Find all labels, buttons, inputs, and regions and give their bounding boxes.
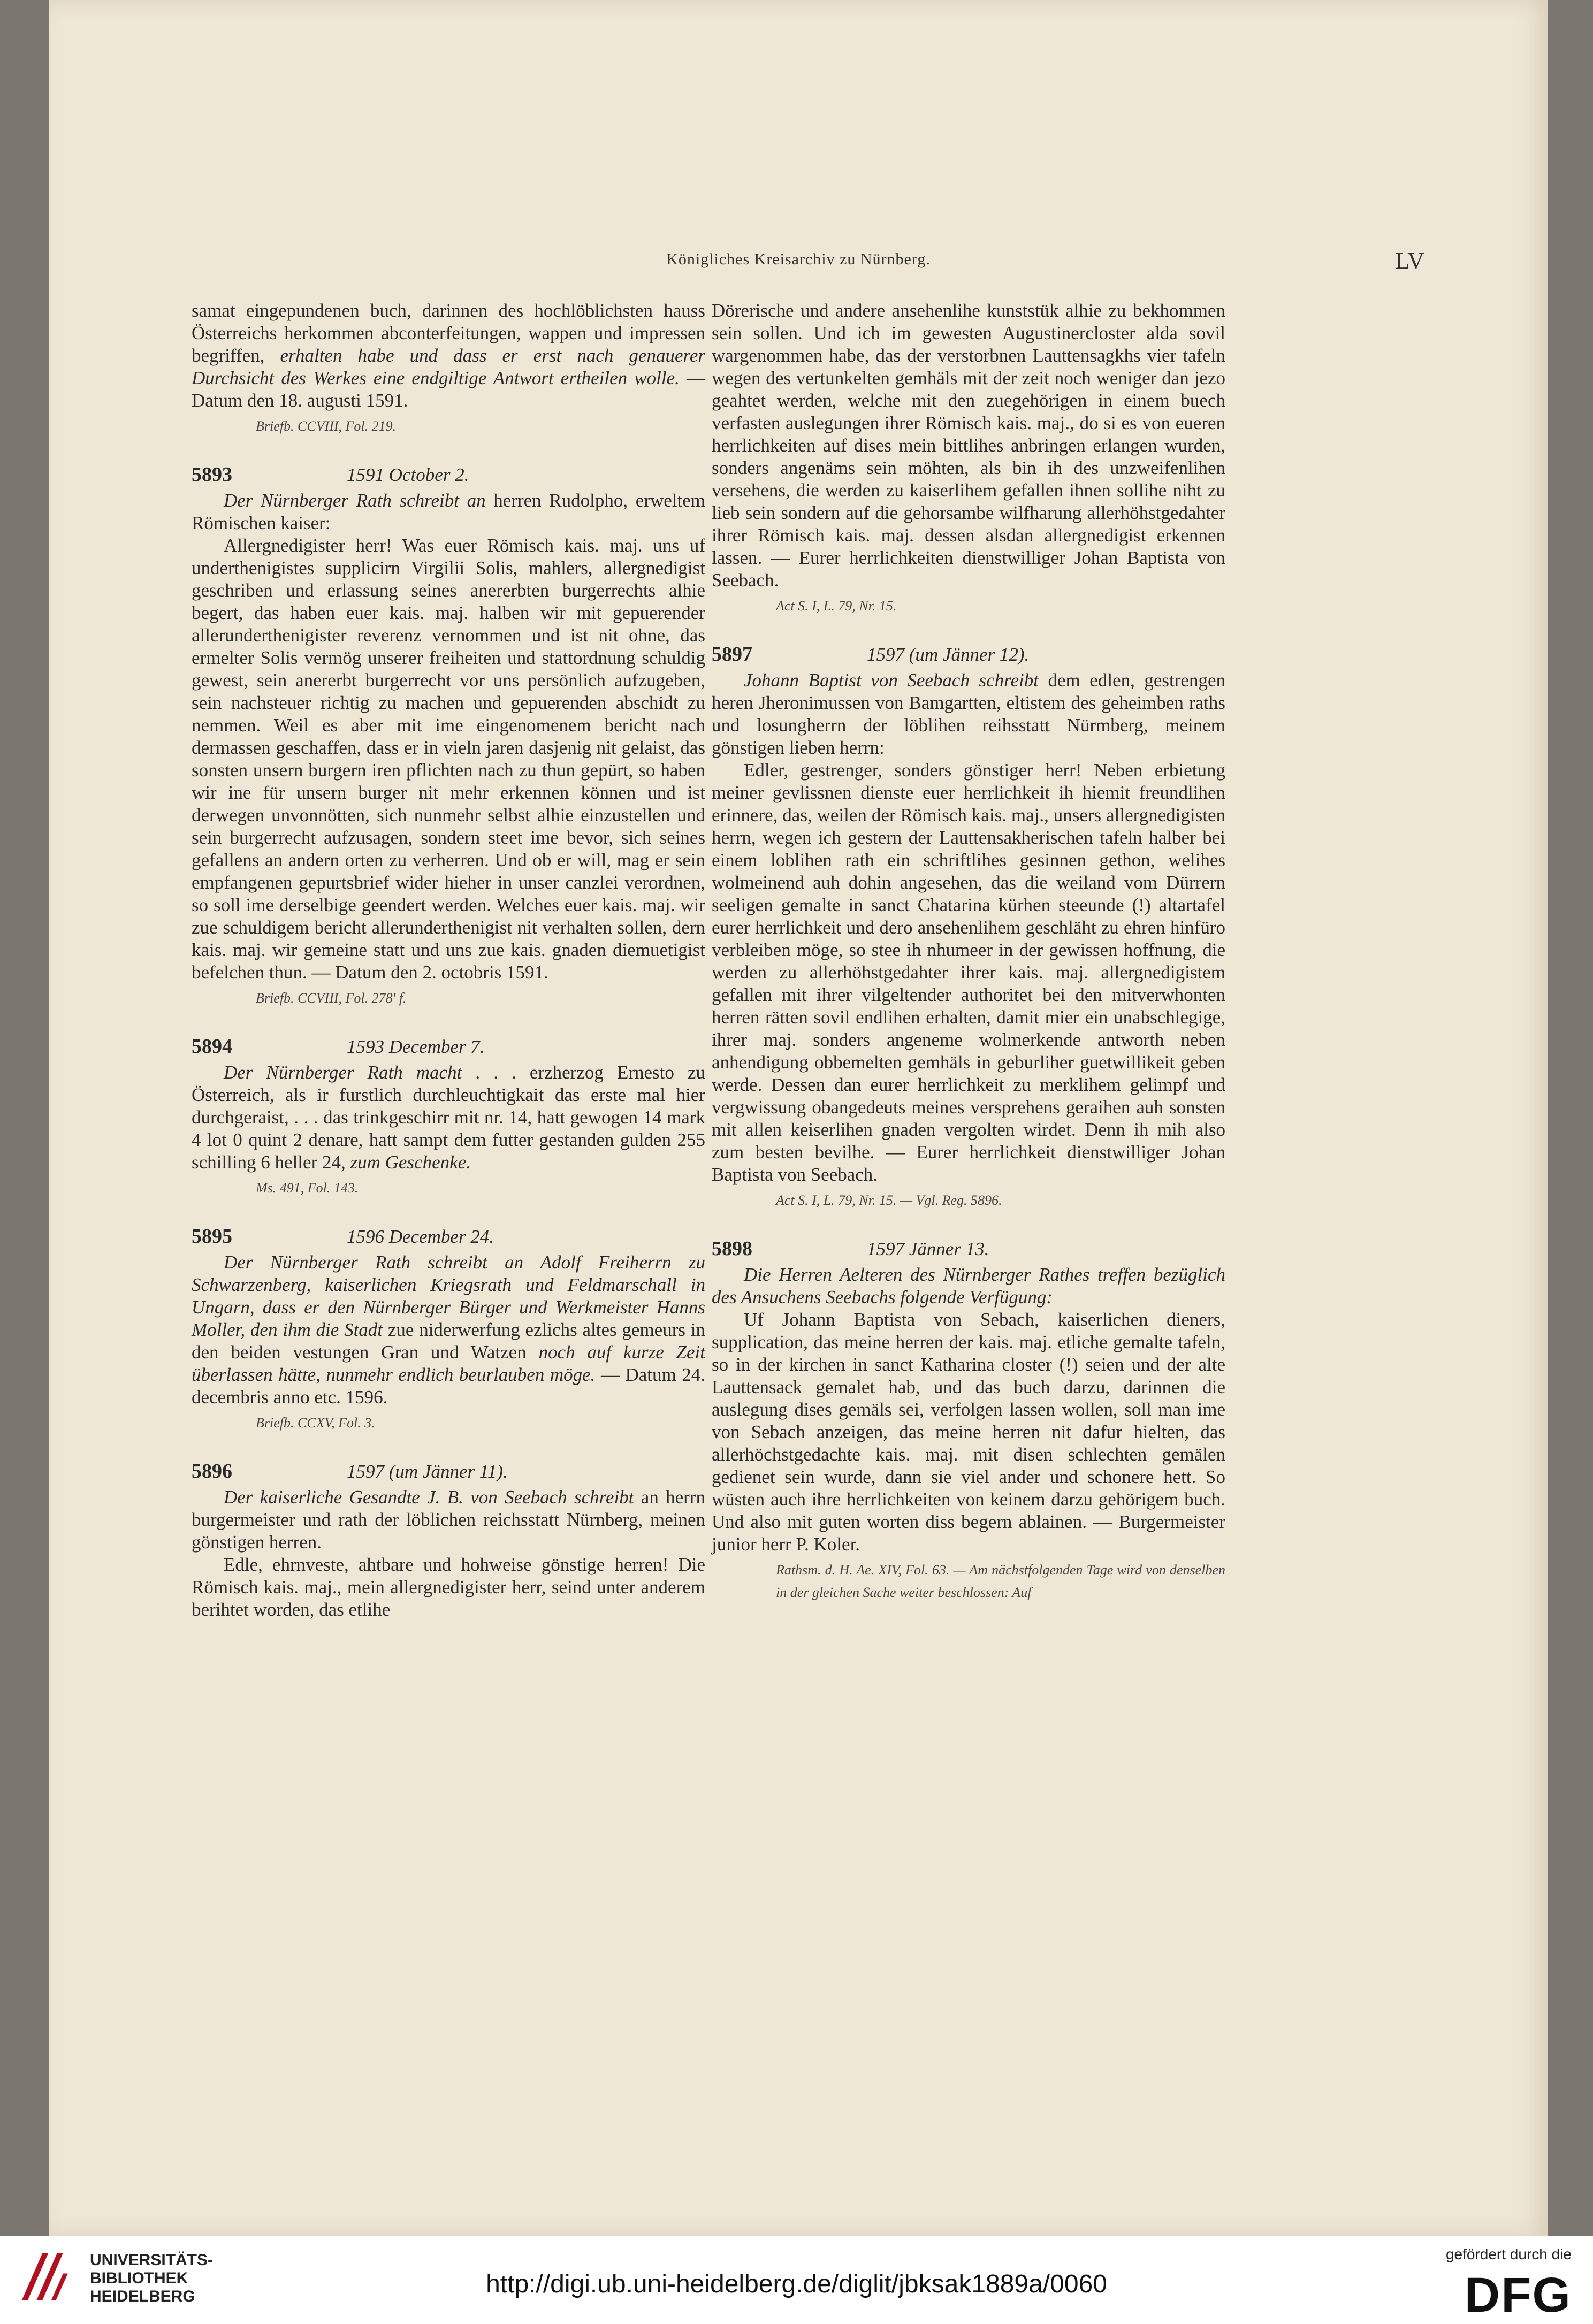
footer-bar bbox=[0, 2236, 1593, 2324]
entry-number: 5893 bbox=[192, 463, 232, 486]
source-reference: Briefb. CCVIII, Fol. 278' f. bbox=[256, 990, 407, 1006]
permalink-url[interactable]: http://digi.ub.uni-heidelberg.de/diglit/jbksak1889a/0060 bbox=[486, 2270, 1107, 2298]
page-number: LV bbox=[1395, 248, 1424, 274]
source-reference: Act S. I, L. 79, Nr. 15. bbox=[776, 598, 897, 614]
paragraph: Die Herren Aelteren des Nürnberger Rathes treffen bezüglich des Ansuchens Seebachs folgende Verfügung: bbox=[712, 1264, 1225, 1308]
entry-date: 1593 December 7. bbox=[347, 1036, 485, 1057]
entry-date: 1591 October 2. bbox=[347, 464, 469, 485]
paragraph: Der Nürnberger Rath schreibt an herren Rudolpho, erweltem Römischen kaiser: bbox=[192, 490, 705, 533]
entry-5895 bbox=[192, 1225, 705, 1434]
entry-number: 5896 bbox=[192, 1460, 232, 1482]
paragraph: samat eingepundenen buch, darinnen des hochlöblichsten hauss Österreichs herkommen abconterfeitungen, wappen und impressen begriffen, erhalten habe und dass er erst nach genauerer Durchsicht des Werkes eine endgiltige Antwort ertheilen wolle. — Datum den 18. augusti 1591. bbox=[192, 300, 706, 411]
source-reference: Briefb. CCVIII, Fol. 219. bbox=[256, 418, 397, 434]
entry-5896 bbox=[192, 1460, 705, 1621]
paragraph: Der kaiserliche Gesandte J. B. von Seebach schreibt an herrn burgermeister und rath der löblichen reichsstatt Nürnberg, meinen gönstigen herren. bbox=[192, 1487, 705, 1553]
paragraph: Edle, ehrnveste, ahtbare und hohweise gönstige herren! Die Römisch kais. maj., mein allergnedigister herr, seind unter anderem berihtet worden, das etlihe bbox=[192, 1554, 705, 1620]
paragraph: Edler, gestrenger, sonders gönstiger herr! Neben erbietung meiner gevlissnen dienste euer herrlichkeit ih hiemit freundlihen erinnere, das, weilen der Römisch kais. maj., unsers allergnedigisten herrn, wegen ich gestern der Lauttensakherischen tafeln halber bei einem loblihen rath ein schriftlihes gesinnen gethon, welihes wolmeinend auh dohin angesehen, das die weiland vom Dürrern seeligen gemalte in sanct Chatarina kürhen steeunde (!) altartafel eurer herrlichkeit und dero ansehenlihem geschläht zu ehren hinfüro verbleiben möge, so stee ih nhumeer in der gewissen hoffnung, die werden zu allerhöhstgedahter ihrer kais. maj. allergnedigistem gefallen mit ihrer vilgeltender authoritet bei den mitverwhonten herren rätten sovil endlihen erhalten, damit mier ein unabschlegige, ihrer maj. sonders angeneme wolmerkende antworth neben anhendigung obbemelten gemhäls in geburliher guetwillikeit geben werde. Dessen dan eurer herrlichkeit zu merklihem gelimpf und vergwissung obangedeuts meines versprehens geraihen auh sonsten mit allen keiserlihen gnaden vergolten wirdet. Denn ih mih also zum besten bevilhe. — Eurer herrlichkeit dienstwilliger Johan Baptista von Seebach. bbox=[712, 760, 1225, 1185]
sponsor-text: gefördert durch die bbox=[1445, 2246, 1572, 2262]
dfg-logo: DFG bbox=[1464, 2268, 1572, 2322]
entry-date: 1596 December 24. bbox=[347, 1226, 494, 1247]
running-header: Königliches Kreisarchiv zu Nürnberg. bbox=[666, 250, 931, 268]
paragraph: Johann Baptist von Seebach schreibt dem edlen, gestrengen heren Jheronimussen von Bamgartten, eltistem des geheimben raths und losungherrn der löblihen reihsstatt Nürmberg, meinem gönstigen lieben herrn: bbox=[712, 670, 1225, 758]
source-reference: Ms. 491, Fol. 143. bbox=[256, 1180, 359, 1196]
entry-5893 bbox=[192, 463, 705, 1010]
source-reference: Rathsm. d. H. Ae. XIV, Fol. 63. — Am nächstfolgenden Tage wird von denselben in der gleichen Sache weiter beschlossen: Auf bbox=[776, 1562, 1225, 1600]
entry-date: 1597 (um Jänner 12). bbox=[867, 644, 1030, 665]
paragraph: Dörerische und andere ansehenlihe kunststük alhie zu bekhommen sein sollen. Und ich im gewesten Augustinercloster alda sovil wargenommen habe, das der verstorbnen Lauttensagkhs vier tafeln wegen des vertunkelten gemhäls mit der zeit noch weniger dan jezo geahtet werden, welche mit den zuegehörigen in einem buech verfasten auslegungen ihrer Römisch kais. maj., do si es von eueren herrlichkeiten auf dises mein bittlihes anbringen erlangen wurden, sonders angenäms sein möhten, als bin ih des unzweifenlihen versehens, die werden zu kaiserlihem gefallen ihnen sollihe niht zu lieb sein sondern auf die gehorsambe wilfharung allerhöhstgedahter ihrer Römisch kais. maj. dessen alsdan allergnedigist erkennen lassen. — Eurer herrlichkeiten dienstwilliger Johan Baptista von Seebach. bbox=[712, 300, 1225, 591]
paragraph: Uf Johann Baptista von Sebach, kaiserlichen dieners, supplication, das meine herren der kais. maj. etliche gemalte tafeln, so in der kirchen in sanct Katharina closter (!) seien und der alte Lauttensack gemalet hab, und das buch darzu, darinnen die auslegung dises gemäls sei, verfolgen lassen wollen, soll man ime von Sebach anzeigen, das meine herren nit dafur hielten, das allerhöchstgedachte kais. maj. mit disen schlechten gemälen gedienet sein wurde, dann sie viel ander und schonere hett. So wüsten auch ihre herrlichkeiten von keinem darzu gehörigem buch. Und also mit guten worten diss begern ablainen. — Burgermeister junior herr P. Koler. bbox=[712, 1309, 1225, 1555]
entry-date: 1597 Jänner 13. bbox=[867, 1239, 989, 1259]
entry-number: 5895 bbox=[192, 1225, 232, 1248]
paragraph: Der Nürnberger Rath macht . . . erzherzog Ernesto zu Österreich, als ir furstlich durchleuchtigkait das erste mal hier durchgeraist, . . . das trinkgeschirr mit nr. 14, hatt gewogen 14 mark 4 lot 0 quint 2 denare, hatt sampt dem futter gestanden gulden 255 schilling 6 heller 24, zum Geschenke. bbox=[192, 1062, 705, 1173]
paragraph: Allergnedigister herr! Was euer Römisch kais. maj. uns uf underthenigistes supplicirn Virgilii Solis, mahlers, allergnedigist geschriben und erlassung seines anererbten burgerrechts alhie begert, das haben euer kais. maj. halben wir mit gepuerender allerunderthenigister reverenz vernommen und ist nit ohne, das ermelter Solis vermög unserer freiheiten und stattordnung schuldig gewest, sein anererbt burgerrecht vor uns persönlich aufzugeben, sein nachsteuer richtig zu machen und gepuerenden abschidt zu nemmen. Weil es aber mit ime eingenomenem bericht nach dermassen geschaffen, dass er in vieln jaren dasjenig nit gelaist, das sonsten unsern burgern iren pflichten nach zu thun gepürt, so haben wir ine für unsern burger nit mehr erkennen können und ist derwegen unvonnötten, sich nunmehr selbst alhie einzustellen und sein burgerrecht aufzusagen, sondern steet ime bevor, sich seines gefallens an andern orten zu verherren. Und ob er will, mag er sein empfangenen gepurtsbrief wider hieher in unser canzlei verordnen, so soll ime derselbige geendert werden. Welches euer kais. maj. wir zue schuldigem bericht allerunderthenigist nit verhalten sollen, dern kais. maj. wir gemeine statt und uns zue kais. gnaden diemuetigist befelchen thun. — Datum den 2. octobris 1591. bbox=[192, 535, 705, 983]
entry-5897 bbox=[712, 643, 1225, 1212]
entry-number: 5894 bbox=[192, 1035, 232, 1058]
paragraph: Der Nürnberger Rath schreibt an Adolf Freiherrn zu Schwarzenberg, kaiserlichen Kriegsrath und Feldmarschall in Ungarn, dass er den Nürnberger Bürger und Werkmeister Hanns Moller, den ihm die Stadt zue niderwerfung ezlichs altes gemeurs in den beiden vestungen Gran und Watzen noch auf kurze Zeit überlassen hätte, nunmehr endlich beurlauben möge. — Datum 24. decembris anno etc. 1596. bbox=[192, 1252, 705, 1408]
library-name: UNIVERSITÄTS- BIBLIOTHEK HEIDELBERG bbox=[90, 2251, 214, 2305]
entry-number: 5898 bbox=[712, 1237, 752, 1260]
left-column bbox=[192, 300, 705, 1621]
entry-5898 bbox=[712, 1237, 1225, 1604]
source-reference: Act S. I, L. 79, Nr. 15. — Vgl. Reg. 5896. bbox=[776, 1192, 1002, 1208]
entry-5894 bbox=[192, 1035, 705, 1199]
entry-number: 5897 bbox=[712, 643, 752, 666]
right-column bbox=[712, 300, 1225, 1604]
entry-date: 1597 (um Jänner 11). bbox=[347, 1461, 508, 1482]
source-reference: Briefb. CCXV, Fol. 3. bbox=[256, 1415, 375, 1431]
